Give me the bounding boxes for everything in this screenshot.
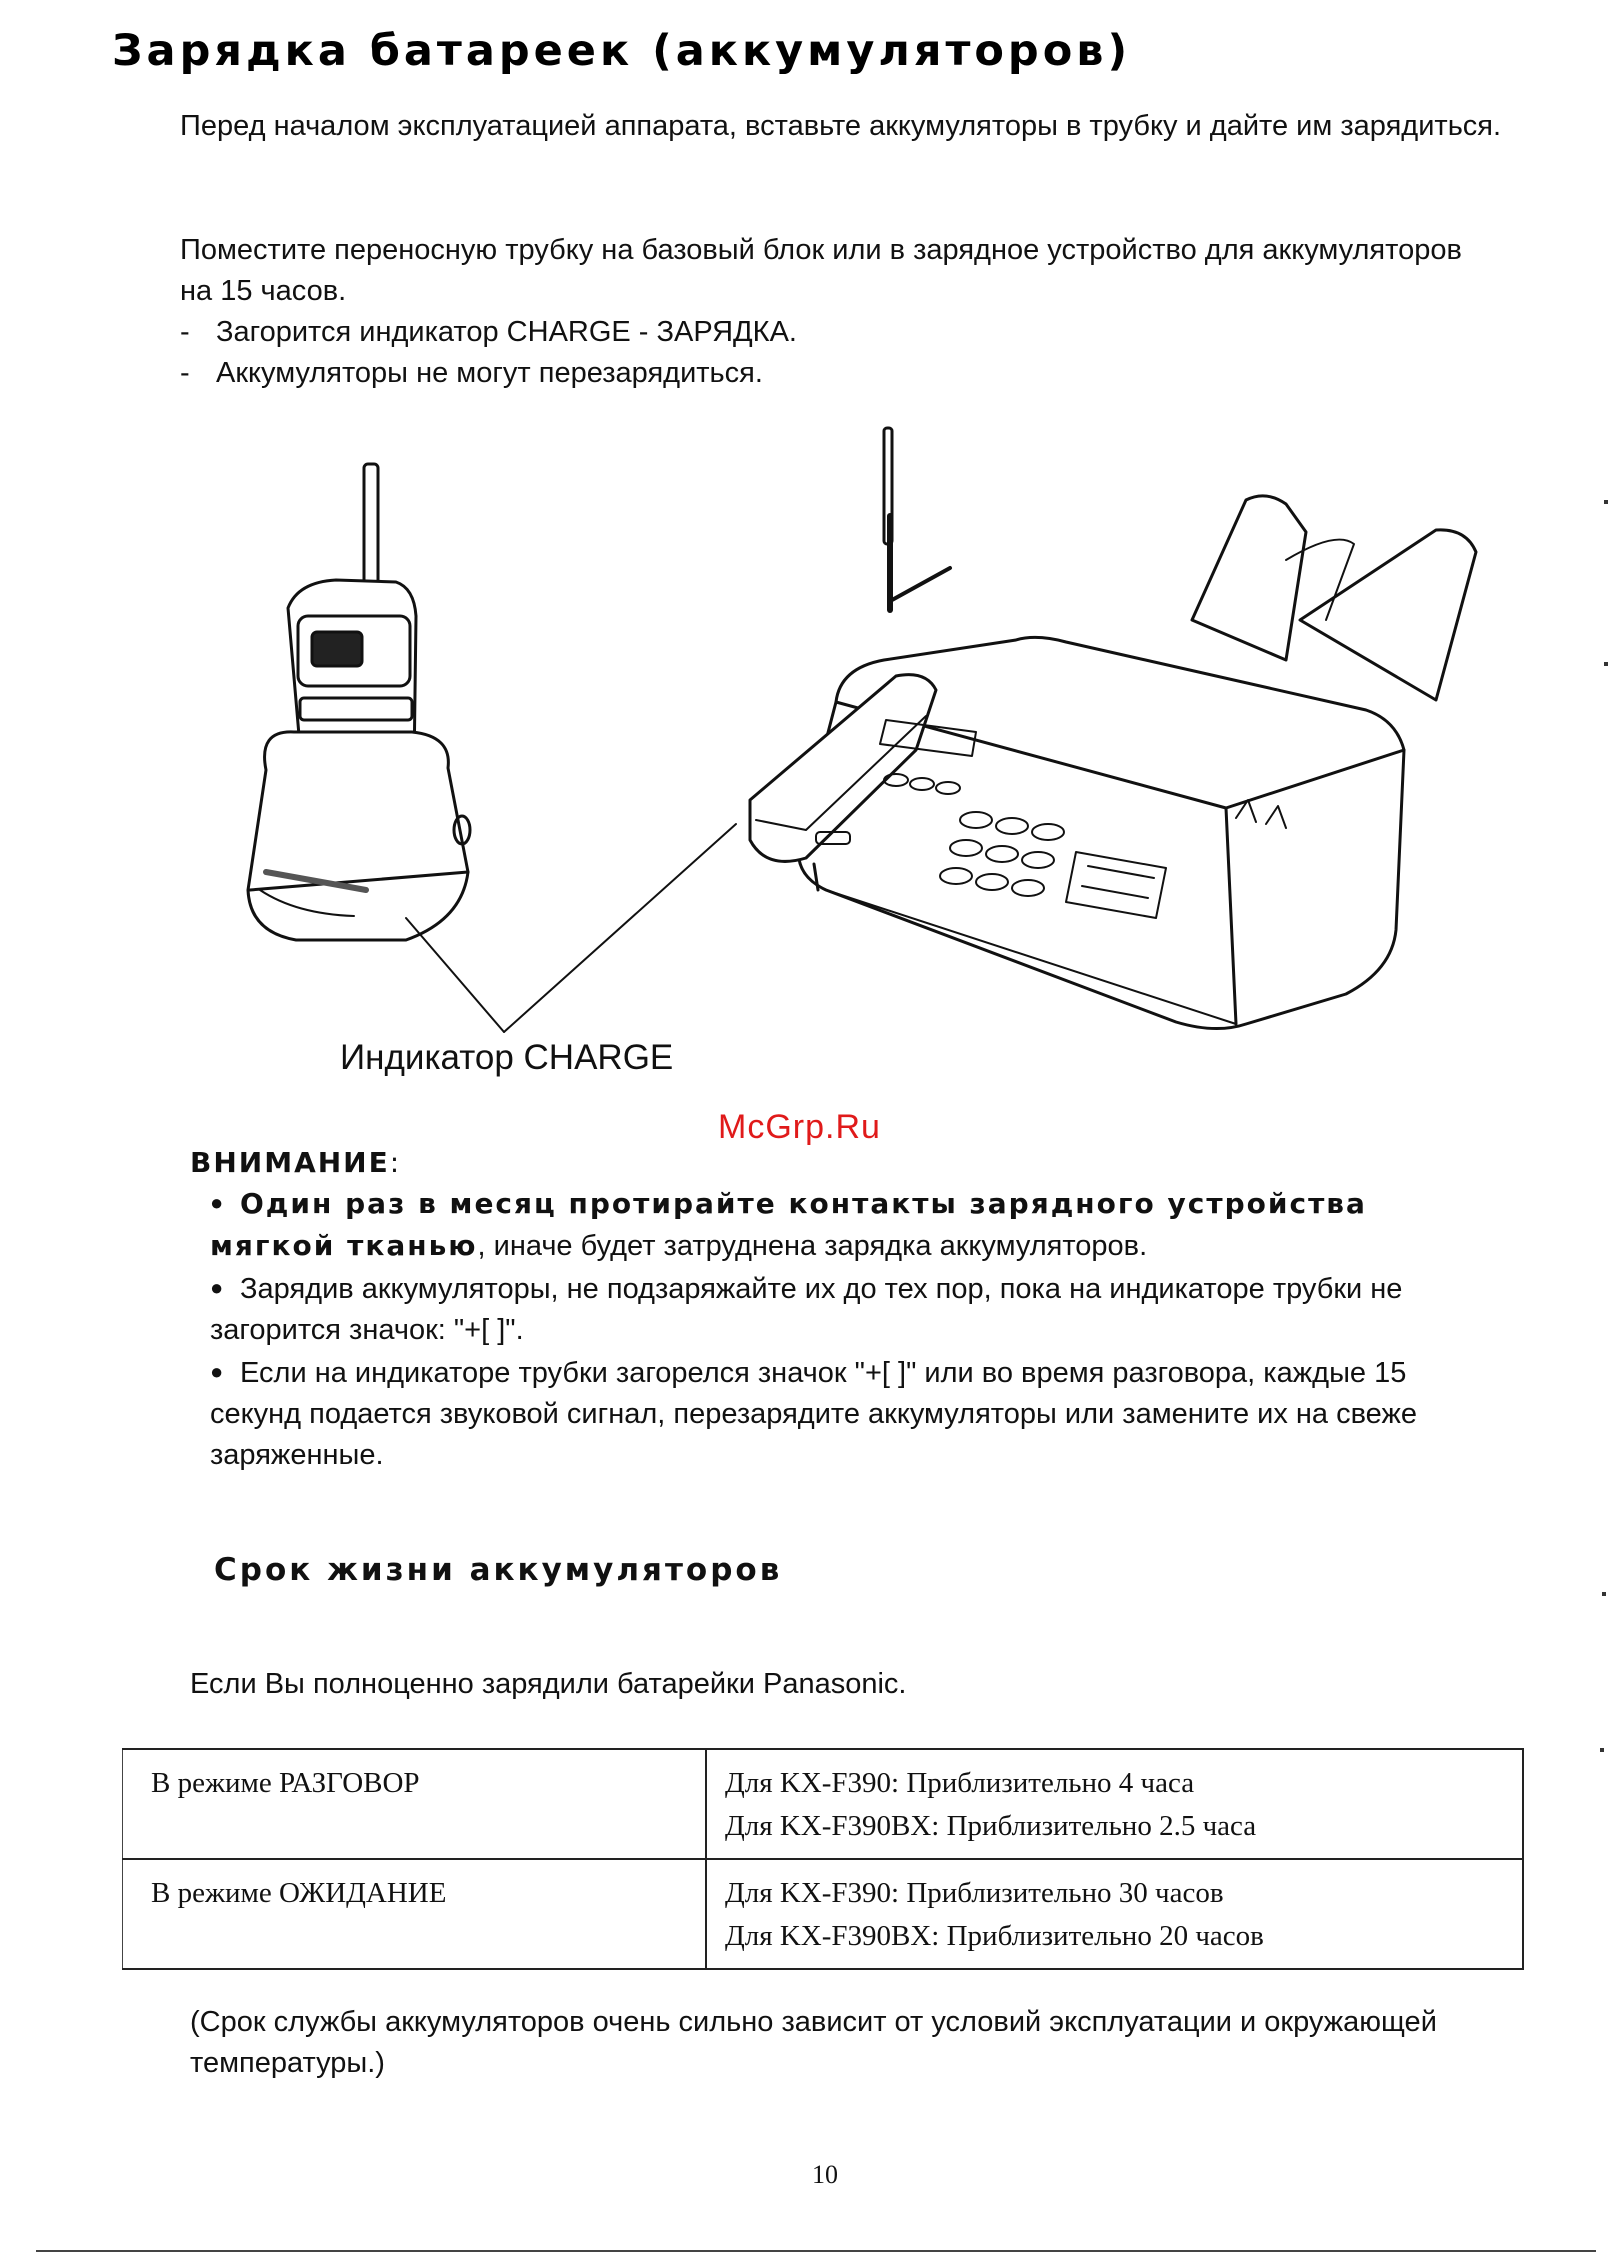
attention-item-text: Если на индикаторе трубки загорелся значок "+[ ]" или во время разговора, каждые 15 секунд подается звуковой сигнал, перезарядите аккумуляторы или замените их на свеже заряженные.	[210, 1357, 1417, 1471]
scan-mark	[1604, 500, 1608, 504]
instruction-line-2: - Аккумуляторы не могут перезарядиться.	[180, 353, 1480, 394]
attention-heading-colon: :	[389, 1146, 402, 1179]
charge-indicator-label: Индикатор CHARGE	[340, 1038, 674, 1077]
duration-cell	[706, 1749, 1523, 1859]
page-number: 10	[812, 2160, 838, 2189]
scan-mark	[1604, 662, 1608, 666]
bullet-icon: ●	[210, 1190, 224, 1215]
instruction-block	[180, 230, 1480, 394]
charging-illustration	[236, 420, 1496, 1070]
duration-line: Для KX-F390BX: Приблизительно 2.5 часа	[725, 1810, 1257, 1842]
attention-heading	[190, 1146, 401, 1179]
attention-item-text: Зарядив аккумуляторы, не подзаряжайте их до тех пор, пока на индикаторе трубки не загорится значок: "+[ ]".	[210, 1273, 1403, 1346]
instruction-text: Поместите переносную трубку на базовый блок или в зарядное устройство для аккумуляторов на 15 часов.	[180, 234, 1462, 307]
fax-base-drawing	[750, 428, 1476, 1029]
attention-item	[210, 1267, 1470, 1351]
battery-life-heading: Срок жизни аккумуляторов	[214, 1552, 783, 1588]
scan-mark	[1602, 1592, 1606, 1596]
table-row	[123, 1749, 1524, 1859]
duration-line: Для KX-F390: Приблизительно 4 часа	[725, 1767, 1195, 1799]
intro-text: Перед началом эксплуатацией аппарата, вставьте аккумуляторы в трубку и дайте им зарядиться.	[180, 110, 1502, 142]
page-title: Зарядка батареек (аккумуляторов)	[112, 26, 1132, 76]
table-row	[123, 1859, 1524, 1969]
bullet-icon: ●	[210, 1359, 224, 1384]
scan-mark	[1600, 1748, 1604, 1752]
battery-footnote: (Срок службы аккумуляторов очень сильно зависит от условий эксплуатации и окружающей температуры.)	[190, 2006, 1437, 2079]
duration-line: Для KX-F390: Приблизительно 30 часов	[725, 1877, 1224, 1909]
attention-list	[210, 1182, 1470, 1476]
mode-cell: В режиме ОЖИДАНИЕ	[123, 1859, 707, 1969]
mode-cell: В режиме РАЗГОВОР	[123, 1749, 707, 1859]
bullet-icon: ●	[210, 1275, 224, 1300]
attention-item-text: , иначе будет затруднена зарядка аккумуляторов.	[477, 1230, 1148, 1262]
attention-item-bold: Один раз в месяц протирайте контакты зарядного устройства мягкой тканью	[210, 1187, 1367, 1262]
callout-line-base	[504, 824, 736, 1032]
instruction-line-1: - Загорится индикатор CHARGE - ЗАРЯДКА.	[180, 312, 1480, 353]
duration-line: Для KX-F390BX: Приблизительно 20 часов	[725, 1920, 1264, 1952]
attention-item	[210, 1182, 1470, 1267]
battery-life-table	[122, 1748, 1524, 1970]
battery-life-intro: Если Вы полноценно зарядили батарейки Panasonic.	[190, 1668, 907, 1700]
watermark: McGrp.Ru	[718, 1108, 881, 1146]
attention-heading-text: ВНИМАНИЕ	[190, 1146, 390, 1179]
attention-item	[210, 1351, 1470, 1476]
duration-cell	[706, 1859, 1523, 1969]
handset-charger-drawing	[248, 464, 470, 940]
intro-paragraph	[180, 106, 1560, 147]
callout-line-charger	[406, 918, 504, 1032]
bottom-rule	[36, 2250, 1596, 2252]
